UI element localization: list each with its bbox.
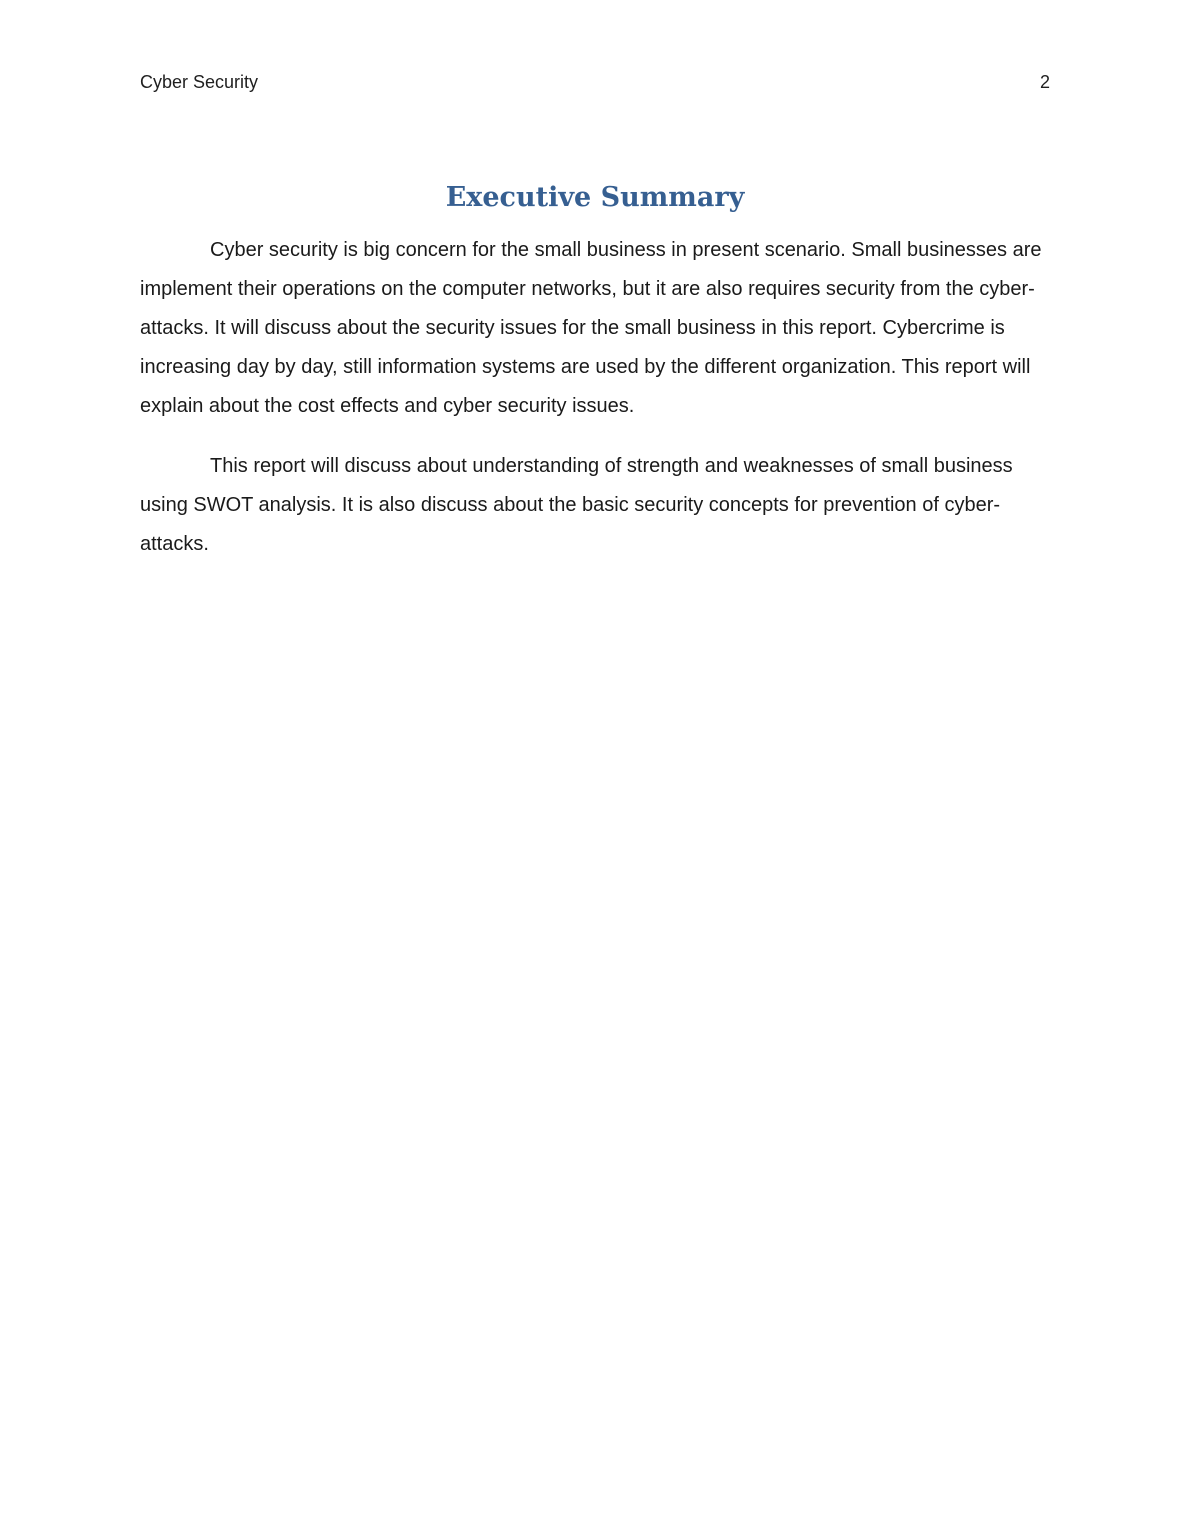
page-header bbox=[140, 72, 1050, 93]
running-header-title: Cyber Security bbox=[140, 72, 259, 92]
paragraph-2: This report will discuss about understanding of strength and weaknesses of small business using SWOT analysis. It is also discuss about the basic security concepts for prevention of cyber-attacks. bbox=[140, 455, 1013, 555]
paragraph-1: Cyber security is big concern for the small business in present scenario. Small businesses are implement their operations on the computer networks, but it are also requires security from the cyber-attacks. It will discuss about the security issues for the small business in this report. Cybercrime is increasing day by day, still information systems are used by the different organization. This report will explain about the cost effects and cyber security issues. bbox=[140, 239, 1042, 417]
section-heading: Executive Summary bbox=[445, 182, 745, 213]
document-body bbox=[140, 231, 1050, 585]
page-number: 2 bbox=[1039, 72, 1050, 92]
